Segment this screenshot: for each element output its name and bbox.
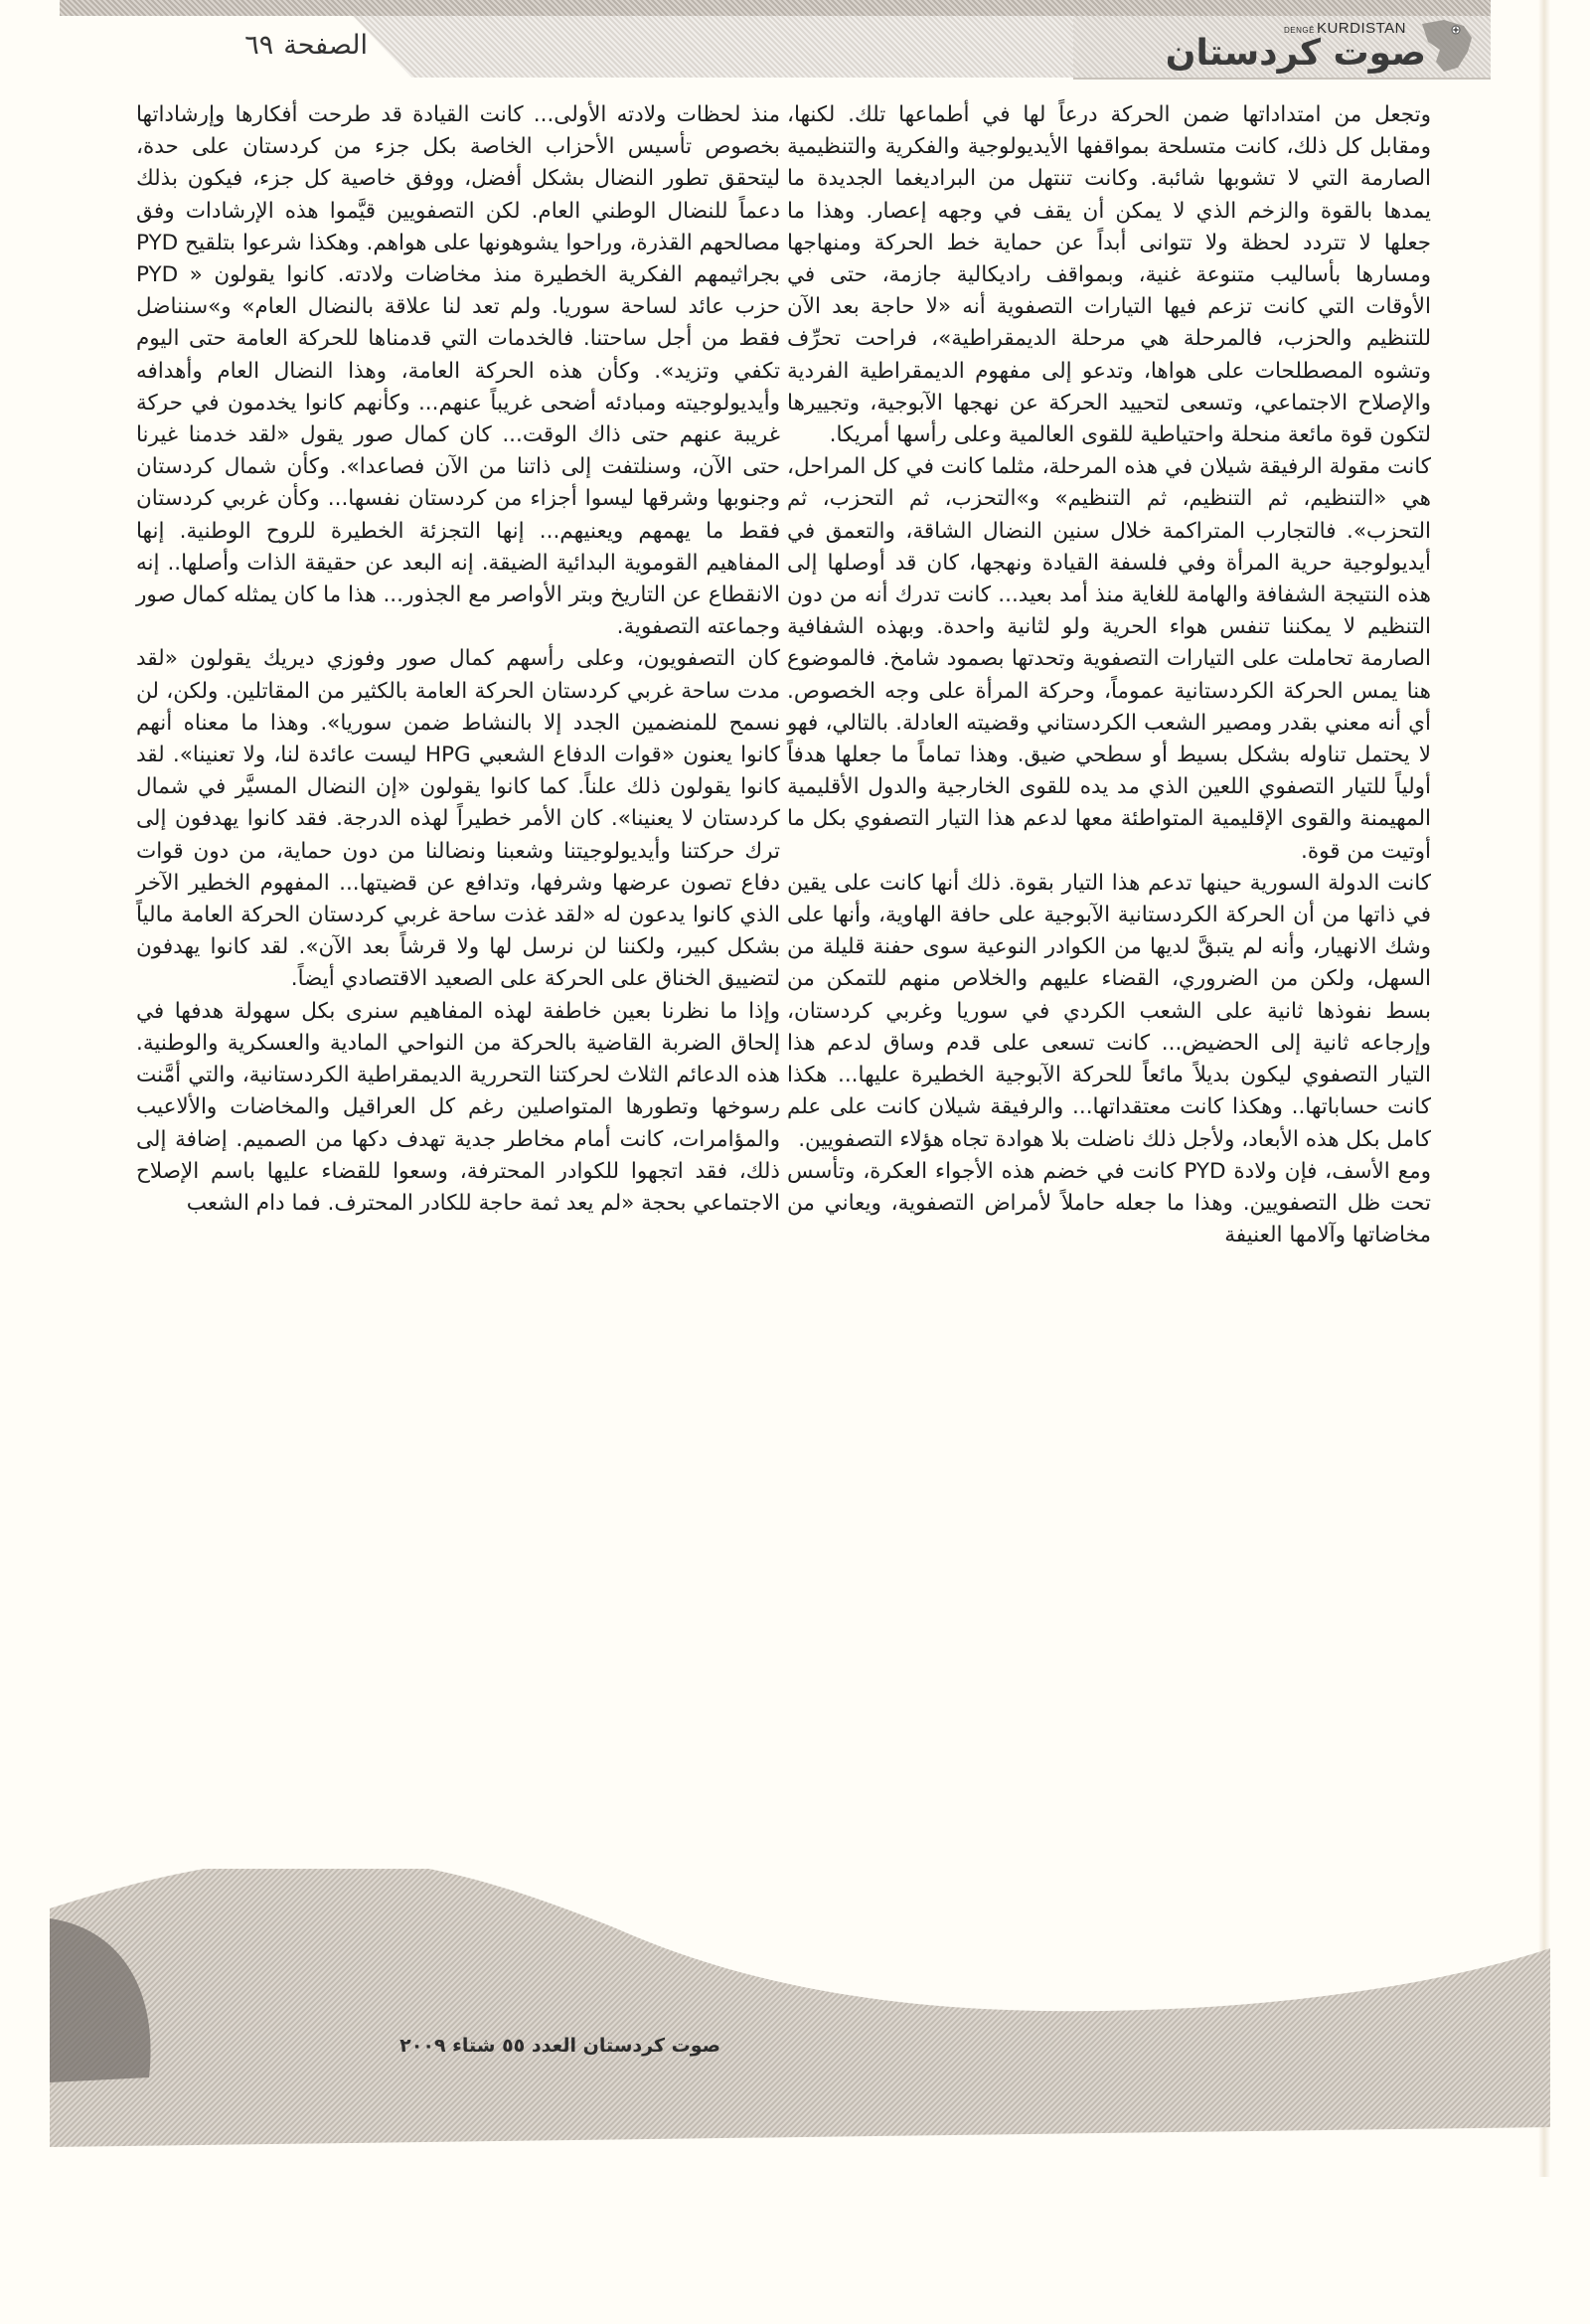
paragraph: وإذا ما نظرنا بعين خاطفة لهذه المفاهيم سنرى بكل سهولة هدفها في إلحاق الضربة القاضية بالحركة من النواحي المادية والعسكرية والوطنية. هذه الدعائم الثلاث لحركتنا التحررية الديمقراطية الكردستانية، والتي أمَّنت رسوخها وتطورها المتواصلين رغم كل العراقيل والمخاضات والألاعيب والمؤامرات، كانت أمام مخاطر جدية تهدف دكها من الصميم. إضافة إلى ذلك، فقد اتجهوا للكوادر المحترفة، وسعوا للقضاء عليها باسم الإصلاح الاجتماعي بحجة «لم يعد ثمة حاجة للكادر المحترف. فما دام الشعب (136, 998, 780, 1216)
logo-latin-name: KURDISTAN (1316, 20, 1406, 37)
issue-footer: صوت كردستان العدد ٥٥ شتاء ٢٠٠٩ (399, 2035, 720, 2057)
page-number: ٦٩ (244, 30, 274, 61)
logo-arabic-text: صوت كردستان (1165, 33, 1426, 74)
paragraph: كانت مقولة الرفيقة شيلان في هذه المرحلة، مثلما كانت في كل المراحل، هي «التنظيم، ثم التنظيم، ثم التنظيم» و»التحزب، ثم التحزب، ثم التحزب». فالتجارب المتراكمة خلال سنين النضال الشاقة، والتعمق في أيديولوجية حرية المرأة وفي فلسفة القيادة ونهجها، كان قد أوصلها إلى هذه النتيجة الشفافة والهامة للغاية منذ أمد بعيد... كانت تدرك أنه من دون التنظيم لا يمكننا تنفس هواء الحرية ولو لثانية واحدة. وبهذه الشفافية الصارمة تحاملت على التيارات التصفوية وتحدتها بصمود شامخ. فالموضوع هنا يمس الحركة الكردستانية عموماً، وحركة المرأة على وجه الخصوص. أي أنه معني بقدر ومصير الشعب الكردستاني وقضيته العادلة. بالتالي، فهو لا يحتمل تناوله بشكل بسيط أو سطحي ضيق. وهذا تماماً ما جعلها هدفاً أولياً للتيار التصفوي اللعين الذي مد يده للقوى الخارجية والدول الأقليمية المهيمنة والقوى الإقليمية المتواطئة معها لدعم هذا التيار التصفوي بكل ما أوتيت من قوة. (787, 454, 1431, 864)
page-label-word: الصفحة (283, 30, 368, 61)
article-column-right (787, 99, 1431, 1251)
paragraph: منذ لحظات ولادته الأولى... كانت القيادة قد طرحت أفكارها وإرشاداتها بخصوص تأسيس الأحزاب الخاصة بكل جزء من كردستان على حدة، ليتحقق تطور النضال بشكل أفضل، ووفق خاصية كل جزء، فيكون بذلك دعماً للنضال الوطني العام. لكن التصفويين قيَّموا هذه الإرشادات وفق مصالحهم القذرة، وراحوا يشوهونها على هواهم. وهكذا شرعوا بتلقيح PYD بجراثيمهم الفكرية الخطيرة منذ مخاضات ولادته. كانوا يقولون « PYD حزب عائد لساحة سوريا. ولم تعد لنا علاقة بالنضال العام» و»سنناضل فقط من أجل ساحتنا. فالخدمات التي قدمناها للحركة العامة حتى اليوم تكفي وتزيد». وكأن هذه الحركة العامة، وهذا النضال العام وأهدافه وأيديولوجيته ومبادئه أضحى غريباً عنهم... وكأنهم كانوا يخدمون في حركة غريبة عنهم حتى ذاك الوقت... كان كمال صور يقول «لقد خدمنا غيرنا حتى الآن، وسنلتفت إلى ذاتنا من الآن فصاعدا». وكأن شمال كردستان وجنوبها وشرقها ليسوا أجزاء من كردستان نفسها... وكأن غربي كردستان فقط ما يهمهم ويعنيهم... إنها التجزئة الخطيرة للروح الوطنية. إنها المفاهيم القوموية البدائية الضيقة. إنه البعد عن حقيقة الذات وأصلها.. إنه الانقطاع عن التاريخ وبتر الأواصر مع الجذور... هذا ما كان يمثله كمال صور وجماعته التصفوية. (136, 102, 780, 640)
logo-latin-prefix: DENGÊ (1283, 26, 1315, 35)
paragraph: وتجعل من امتداداتها ضمن الحركة درعاً لها في أطماعها تلك. لكنها، ومقابل كل ذلك، كانت متسلحة بمواقفها الأيديولوجية والفكرية والتنظيمية الصارمة التي لا تشوبها شائبة. وكانت تنتهل من البراديغما الجديدة ما يمدها بالقوة والزخم الذي لا يمكن أن يقف في وجهه إعصار. وهذا ما جعلها لا تتردد لحظة ولا تتوانى أبداً عن حماية خط الحركة ومنهاجها ومسارها بأساليب متنوعة غنية، وبمواقف راديكالية جازمة، حتى في الأوقات التي كانت تزعم فيها التيارات التصفوية أنه «لا حاجة بعد الآن للتنظيم والحزب، فالمرحلة هي مرحلة الديمقراطية»، فراحت تحرِّف وتشوه المصطلحات على هواها، وتدعو إلى مفهوم الديمقراطية الفردية والإصلاح الاجتماعي، وتسعى لتحييد الحركة عن نهجها الآبوجية، وتجييرها لتكون قوة مائعة منحلة واحتياطية للقوى العالمية وعلى رأسها أمريكا. (787, 102, 1431, 448)
paragraph: كان التصفويون، وعلى رأسهم كمال صور وفوزي ديريك يقولون «لقد مدت ساحة غربي كردستان الحركة العامة بالكثير من المقاتلين. ولكن، لن نسمح للمنضمين الجدد إلا بالنشاط ضمن سوريا». وهذا ما معناه أنهم كانوا يعنون «قوات الدفاع الشعبي HPG ليست عائدة لنا، ولا تعنينا». لقد كانوا يقولون ذلك علناً. كما كانوا يقولون «إن النضال المسيَّر في شمال كردستان لا يعنينا». كان الأمر خطيراً لهذه الدرجة. فقد كانوا يهدفون إلى ترك حركتنا وأيديولوجيتنا وشعبنا ونضالنا من دون حماية، من دون قوات دفاع تصون عرضها وشرفها، وتدافع عن قضيتها... المفهوم الخطير الآخر الذي كانوا يدعون له «لقد غذت ساحة غربي كردستان الحركة العامة مالياً بشكل كبير، ولكننا لن نرسل لها ولا قرشاً بعد الآن». لقد كانوا يهدفون لتضييق الخناق على الحركة على الصعيد الاقتصادي أيضاً. (136, 646, 780, 992)
article-column-left (136, 99, 780, 1220)
paragraph: ومع الأسف، فإن ولادة PYD كانت في خضم هذه الأجواء العكرة، وتأسس تحت ظل التصفويين. وهذا ما جعله حاملاً لأمراض التصفوية، ويعاني من مخاضاتها وآلامها العنيفة (787, 1158, 1431, 1248)
paragraph: كانت الدولة السورية حينها تدعم هذا التيار بقوة. ذلك أنها كانت على يقين في ذاتها من أن الحركة الكردستانية الآبوجية على حافة الهاوية، وأنها على وشك الانهيار، وأنه لم يتبقَّ لديها من الكوادر النوعية سوى حفنة قليلة من السهل، ولكن من الضروري، القضاء عليهم والخلاص منهم للتمكن من بسط نفوذها ثانية على الشعب الكردي في سوريا وغربي كردستان، وإرجاعه ثانية إلى الحضيض... كانت تسعى على قدم وساق لدعم هذا التيار التصفوي ليكون بديلاً مائعاً للحركة الآبوجية الخطيرة عليها... هكذا كانت حساباتها.. وهكذا كانت معتقداتها... والرفيقة شيلان كانت على علم كامل بكل هذه الأبعاد، ولأجل ذلك ناضلت بلا هوادة تجاه هؤلاء التصفويين. (787, 870, 1431, 1152)
